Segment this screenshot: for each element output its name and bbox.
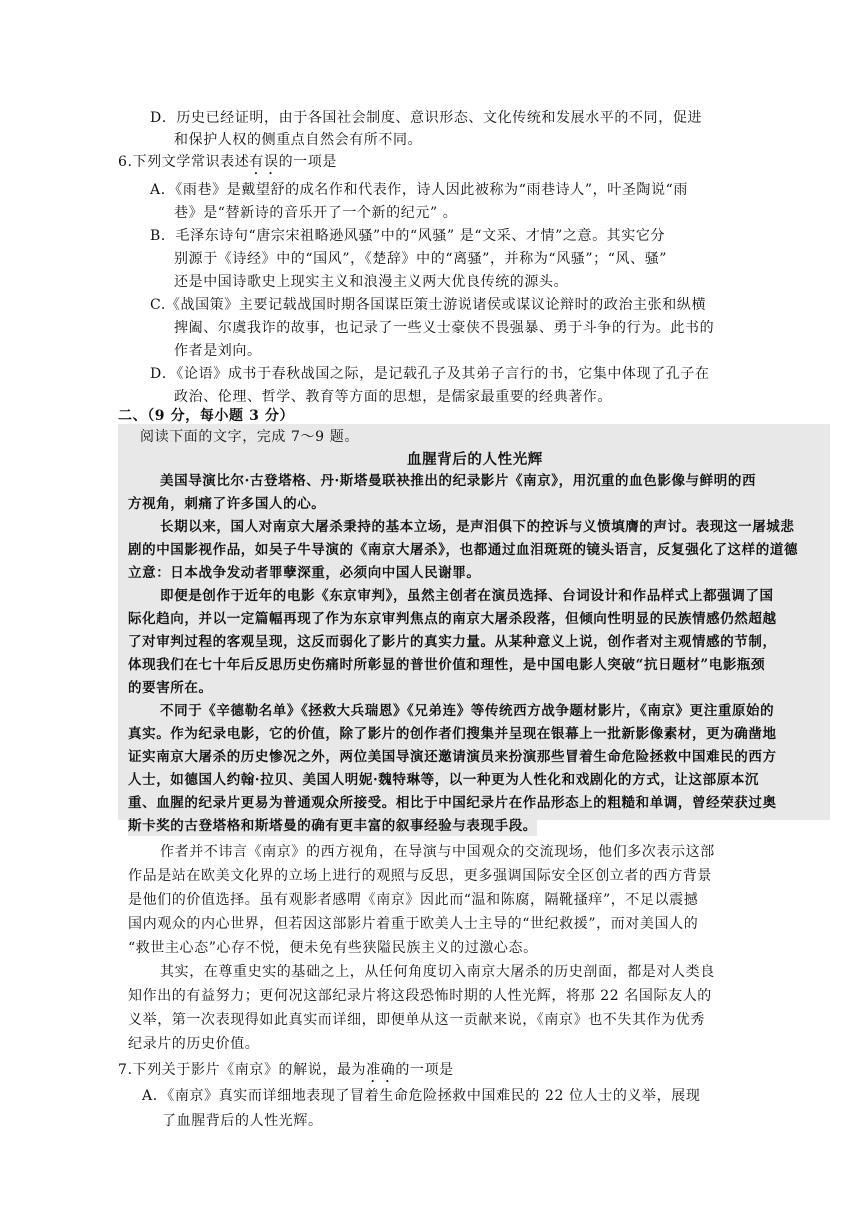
article-plain-line: 国内观众的内心世界，但若因这部影片着重于欧美人士主导的“世纪救援”，而对美国人的 — [128, 916, 699, 932]
article-plain-line: 其实，在尊重史实的基础之上，从任何角度切入南京大屠杀的历史剖面，都是对人类良 — [160, 964, 715, 980]
q6-option-c-line1: C.《战国策》主要记载战国时期各国谋臣策士游说诸侯或谋议论辩时的政治主张和纵横 — [150, 297, 707, 313]
article-shaded-line: 斯卡奖的古登塔格和斯塔曼的确有更丰富的叙事经验与表现手段。 — [128, 818, 537, 834]
article-shaded-line: 人士，如德国人约翰·拉贝、美国人明妮·魏特琳等，以一种更为人性化和戏剧化的方式，让这部原本沉 — [128, 772, 759, 788]
article-shaded-line: 美国导演比尔·古登塔格、丹·斯塔曼联袂推出的纪录影片《南京》，用沉重的血色影像与鲜明的西 — [160, 473, 757, 489]
q6-stem — [118, 152, 337, 178]
article-shaded-line: 不同于《辛德勒名单》《拯救大兵瑞恩》《兄弟连》等传统西方战争题材影片，《南京》更注重原始的 — [160, 703, 775, 719]
q6-option-b-line3: 还是中国诗歌史上现实主义和浪漫主义两大优良传统的源头。 — [174, 274, 569, 290]
article-shaded-line: 证实南京大屠杀的历史惨况之外，两位美国导演还邀请演员来扮演那些冒着生命危险拯救中国难民的西方 — [128, 749, 777, 765]
q5-option-d-line1: D．历史已经证明，由于各国社会制度、意识形态、文化传统和发展水平的不同，促进 — [150, 110, 703, 126]
section2-instruction: 阅读下面的文字，完成 7～9 题。 — [140, 429, 359, 445]
article-title: 血腥背后的人性光辉 — [407, 451, 543, 468]
q7-stem-dotted: 准确 — [366, 1062, 396, 1078]
article-shaded-line: 体现我们在七十年后反思历史伤痛时所彰显的普世价值和理性，是中国电影人突破“抗日题材”电影瓶颈 — [128, 657, 766, 673]
q7-option-a-line1: A．《南京》真实而详细地表现了冒着生命危险拯救中国难民的 22 位人士的义举，展现 — [142, 1088, 701, 1104]
article-shaded-line: 际化趋向，并以一定篇幅再现了作为东京审判焦点的南京大屠杀段落，但倾向性明显的民族情感仍然超越 — [128, 611, 777, 627]
article-shaded-line: 长期以来，国人对南京大屠杀秉持的基本立场，是声泪俱下的控诉与义愤填膺的声讨。表现这一屠城悲 — [160, 519, 795, 535]
q6-stem-dotted: 有误 — [249, 154, 279, 170]
q6-option-c-line2: 捭阖、尔虞我诈的故事，也记录了一些义士豪侠不畏强暴、勇于斗争的行为。此书的 — [174, 320, 715, 336]
article-plain-line: 纪录片的历史价值。 — [128, 1036, 260, 1052]
q7-stem — [118, 1060, 454, 1086]
q7-stem-prefix: 7.下列关于影片《南京》的解说，最为 — [118, 1062, 367, 1078]
q5-option-d-line2: 和保护人权的侧重点自然会有所不同。 — [174, 132, 423, 148]
article-shaded-line: 方视角，刺痛了许多国人的心。 — [128, 496, 326, 512]
q6-option-b-line1: B．毛泽东诗句“唐宗宋祖略逊风骚”中的“风骚” 是“文采、才情”之意。其实它分 — [150, 228, 666, 244]
article-plain-line: 作品是站在欧美文化界的立场上进行的观照与反思，更多强调国际安全区创立者的西方背景 — [128, 868, 712, 884]
q6-option-c-line3: 作者是刘向。 — [174, 343, 262, 359]
q7-stem-suffix: 的一项是 — [395, 1062, 454, 1078]
article-plain-line: 知作出的有益努力；更何况这部纪录片将这段恐怖时期的人性光辉，将那 22 名国际友人的 — [128, 988, 712, 1004]
q6-option-a-line2: 巷》是“替新诗的音乐开了一个新的纪元” 。 — [174, 205, 458, 221]
q7-option-a-line2: 了血腥背后的人性光辉。 — [162, 1113, 323, 1129]
article-plain-line: 是他们的价值选择。虽有观影者感喟《南京》因此而“温和陈腐，隔靴搔痒”，不足以震撼 — [128, 892, 699, 908]
article-shaded-line: 的要害所在。 — [128, 680, 213, 696]
article-shaded-line: 重、血腥的纪录片更易为普通观众所接受。相比于中国纪录片在作品形态上的粗糙和单调，曾经荣获过奥 — [128, 795, 777, 811]
q6-option-b-line2: 别源于《诗经》中的“国风”，《楚辞》中的“离骚”，并称为“风骚”；“风、骚” — [174, 251, 668, 267]
article-plain-line: 义举，第一次表现得如此真实而详细，即便单从这一贡献来说，《南京》也不失其作为优秀 — [128, 1012, 705, 1028]
article-shaded-line: 真实。作为纪录电影，它的价值，除了影片的创作者们搜集并呈现在银幕上一批新影像素材，更为确凿地 — [128, 726, 777, 742]
section2-heading: 二、（9 分，每小题 3 分） — [118, 408, 295, 424]
article-shaded-line: 了对审判过程的客观呈现，这反而弱化了影片的真实力量。从某种意义上说，创作者对主观情感的节制， — [128, 634, 777, 650]
article-plain-line: 作者并不讳言《南京》的西方视角，在导演与中国观众的交流现场，他们多次表示这部 — [160, 844, 715, 860]
q6-stem-suffix: 的一项是 — [278, 154, 337, 170]
q6-option-a-line1: A．《雨巷》是戴望舒的成名作和代表作，诗人因此被称为“雨巷诗人”，叶圣陶说“雨 — [150, 182, 688, 198]
article-shaded-line: 剧的中国影视作品，如吴子牛导演的《南京大屠杀》，也都通过血泪斑斑的镜头语言，反复强化了这样的道德 — [128, 542, 799, 558]
article-shaded-line: 立意：日本战争发动者罪孽深重，必须向中国人民谢罪。 — [128, 565, 481, 581]
q6-stem-prefix: 6.下列文学常识表述 — [118, 154, 250, 170]
article-shaded-line: 即便是创作于近年的电影《东京审判》，虽然主创者在演员选择、台词设计和作品样式上都强调了国 — [160, 588, 774, 604]
q6-option-d-line2: 政治、伦理、哲学、教育等方面的思想，是儒家最重要的经典著作。 — [174, 389, 612, 405]
article-plain-line: “救世主心态”心存不悦，便未免有些狭隘民族主义的过激心态。 — [128, 940, 538, 956]
q6-option-d-line1: D．《论语》成书于春秋战国之际，是记载孔子及其弟子言行的书，它集中体现了孔子在 — [150, 366, 710, 382]
